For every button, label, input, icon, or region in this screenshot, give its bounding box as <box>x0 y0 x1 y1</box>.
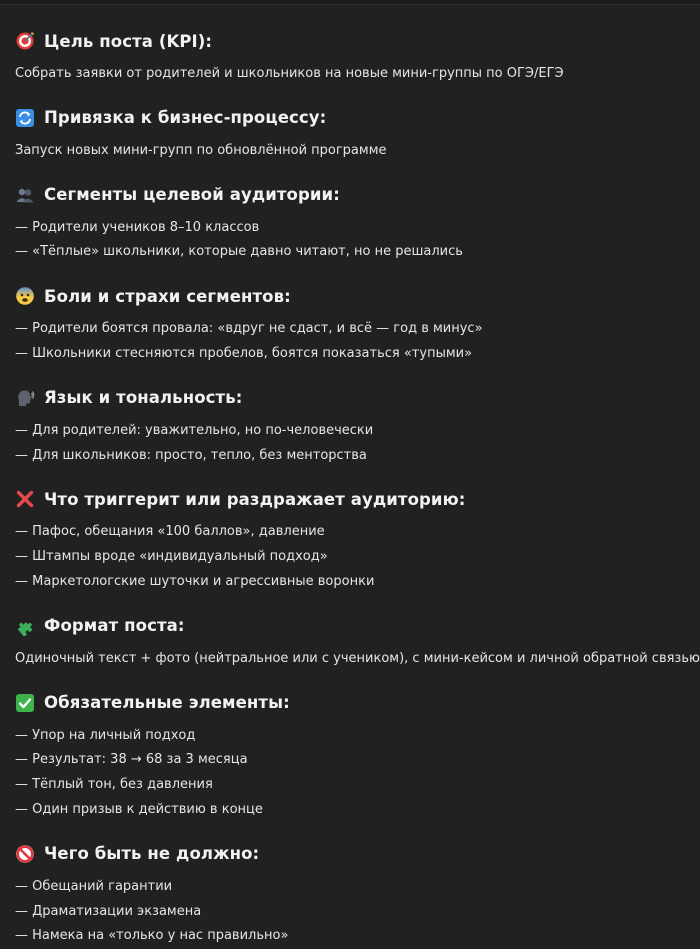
section-line: — «Тёплые» школьники, которые давно читают, но не решались <box>15 244 463 260</box>
fearful-face-icon <box>15 286 35 306</box>
section-triggers <box>15 487 690 594</box>
section-language-tone <box>15 386 690 469</box>
section-line: — Школьники стесняются пробелов, боятся показаться «тупыми» <box>15 345 473 361</box>
section-line: — Родители учеников 8–10 классов <box>15 219 260 235</box>
people-silhouettes-icon <box>15 185 35 205</box>
section-line: — Родители боятся провала: «вдруг не сдаст, и всё — год в минус» <box>15 321 483 337</box>
section-pains-fears <box>15 284 690 367</box>
section-line: — Обещаний гарантии <box>15 878 173 894</box>
speaking-head-icon <box>15 388 35 408</box>
section-line: — Результат: 38 → 68 за 3 месяца <box>15 752 248 768</box>
section-line: Запуск новых мини-групп по обновлённой программе <box>15 142 387 158</box>
section-line: — Тёплый тон, без давления <box>15 777 213 793</box>
section-heading <box>15 842 690 866</box>
section-line: — Упор на личный подход <box>15 727 196 743</box>
cross-mark-icon <box>15 489 35 509</box>
section-heading <box>15 284 690 308</box>
section-heading <box>15 29 690 53</box>
section-line: Собрать заявки от родителей и школьников на новые мини-группы по ОГЭ/ЕГЭ <box>15 66 564 81</box>
section-business-process <box>15 106 690 164</box>
section-title: Сегменты целевой аудитории: <box>44 185 340 205</box>
section-heading <box>15 691 690 715</box>
section-title: Что триггерит или раздражает аудиторию: <box>44 489 466 509</box>
section-line: — Один призыв к действию в конце <box>15 801 263 817</box>
section-heading <box>15 183 690 207</box>
section-line: — Драматизации экзамена <box>15 903 202 919</box>
section-kpi <box>15 29 690 87</box>
section-line: — Маркетологские шуточки и агрессивные воронки <box>15 573 375 589</box>
section-heading <box>15 487 690 511</box>
repeat-icon <box>15 108 35 128</box>
section-heading <box>15 614 690 638</box>
top-divider <box>0 0 700 5</box>
section-line: Одиночный текст + фото (нейтральное или с учеником), с мини-кейсом и личной обратной связью <box>15 650 700 666</box>
section-line: — Пафос, обещания «100 баллов», давление <box>15 524 325 540</box>
section-audience-segments <box>15 183 690 266</box>
section-required-elements <box>15 691 690 823</box>
section-line: — Намека на «только у нас правильно» <box>15 928 289 944</box>
section-line: — Для школьников: просто, тепло, без менторства <box>15 447 367 463</box>
section-title: Боли и страхи сегментов: <box>44 286 291 306</box>
section-title: Привязка к бизнес-процессу: <box>44 108 327 128</box>
section-title: Язык и тональность: <box>44 388 243 408</box>
check-mark-icon <box>15 693 35 713</box>
section-line: — Для родителей: уважительно, но по-человечески <box>15 422 374 438</box>
section-title: Обязательные элементы: <box>44 693 290 713</box>
section-title: Формат поста: <box>44 616 185 636</box>
section-heading <box>15 386 690 410</box>
section-title: Цель поста (KPI): <box>44 31 213 51</box>
section-post-format <box>15 614 700 672</box>
section-line: — Штампы вроде «индивидуальный подход» <box>15 549 328 565</box>
puzzle-piece-icon <box>15 616 35 636</box>
section-heading <box>15 106 690 130</box>
prohibited-icon <box>15 844 35 864</box>
section-must-not-be <box>15 842 690 949</box>
section-title: Чего быть не должно: <box>44 844 260 864</box>
target-icon <box>15 31 35 51</box>
message-content <box>15 29 700 949</box>
